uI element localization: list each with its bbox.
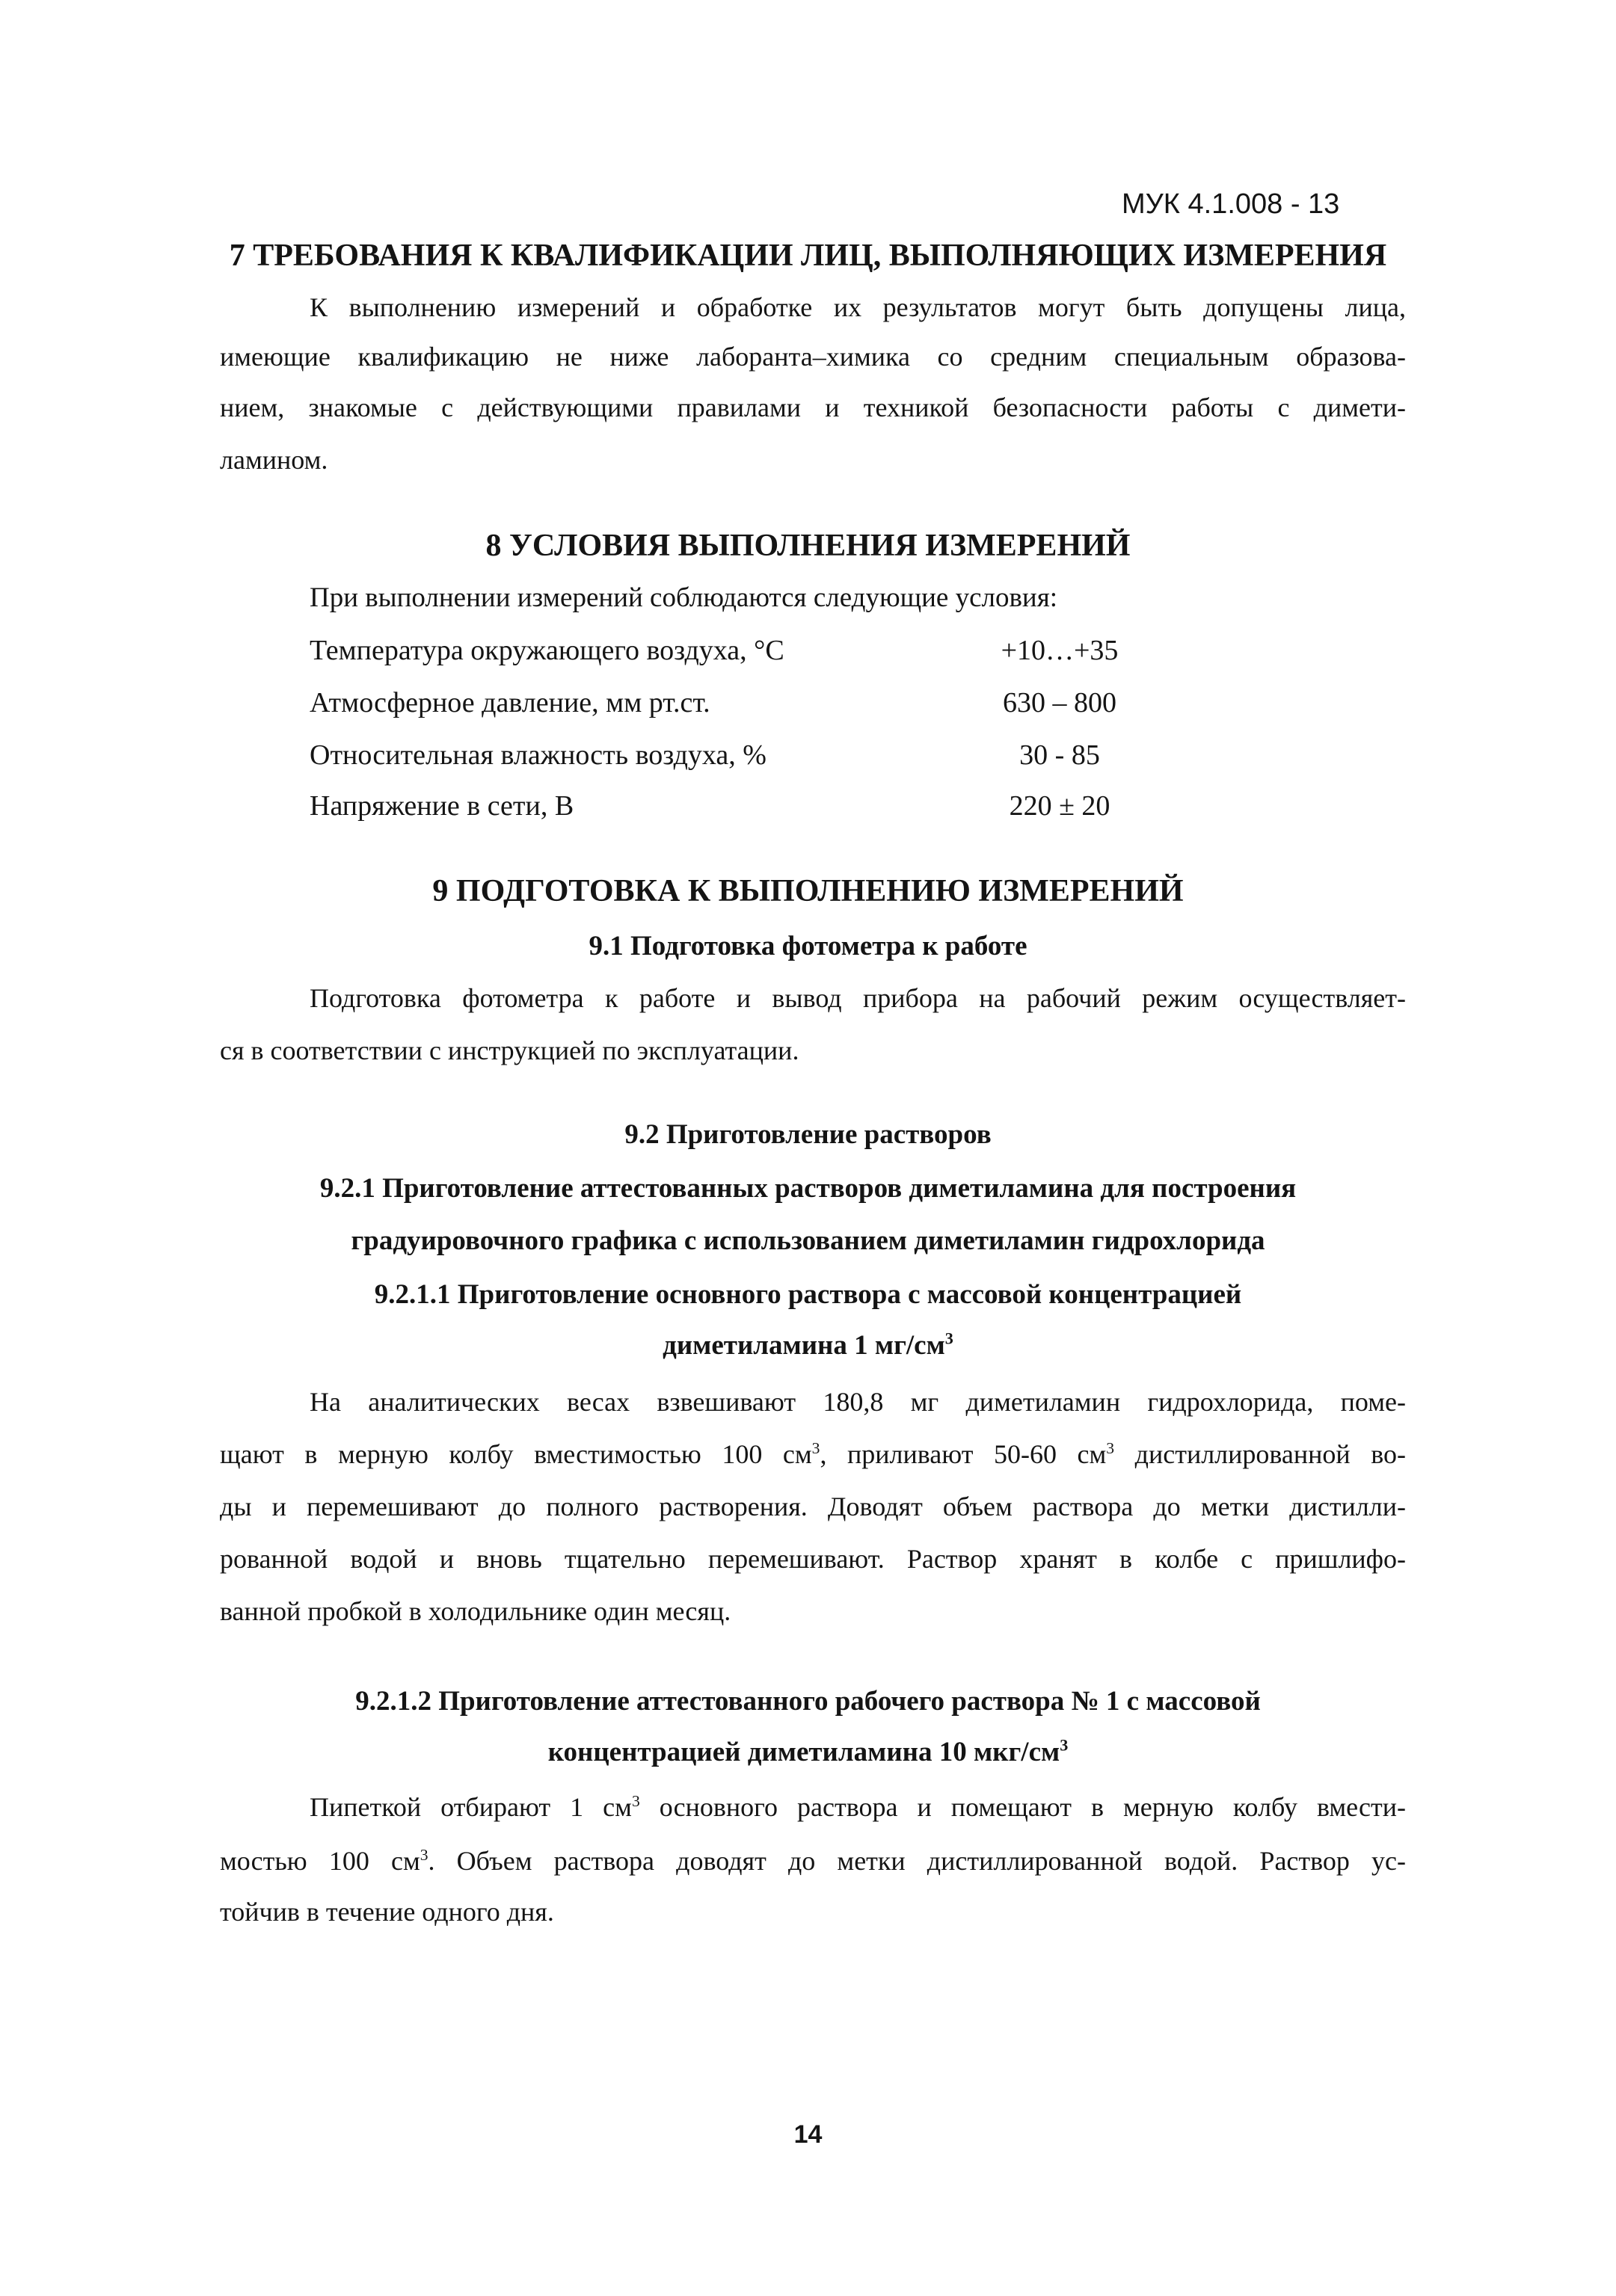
section-9-2-1-1-line-3: ды и перемешивают до полного растворения. Доводят объем раствора до метки дистилли- xyxy=(220,1492,1406,1521)
section-9-2-1-1-line-1: На аналитических весах взвешивают 180,8 мг диметиламин гидрохлорида, поме- xyxy=(310,1387,1406,1417)
section-9-2-1-title-line-2: градуировочного графика с использованием диметиламин гидрохлорида xyxy=(351,1225,1265,1256)
section-9-1-line-1: Подготовка фотометра к работе и вывод прибора на рабочий режим осуществляет- xyxy=(310,983,1406,1013)
condition-humidity-label: Относительная влажность воздуха, % xyxy=(310,739,766,771)
section-8-title: 8 УСЛОВИЯ ВЫПОЛНЕНИЯ ИЗМЕРЕНИЙ xyxy=(485,529,1131,563)
section-7-title: 7 ТРЕБОВАНИЯ К КВАЛИФИКАЦИИ ЛИЦ, ВЫПОЛНЯЮЩИХ ИЗМЕРЕНИЯ xyxy=(229,238,1387,273)
condition-temperature-label: Температура окружающего воздуха, °С xyxy=(310,635,784,666)
section-9-1-title: 9.1 Подготовка фотометра к работе xyxy=(589,931,1027,961)
section-9-2-1-2-line-3: тойчив в течение одного дня. xyxy=(220,1897,554,1927)
section-7-line-2: имеющие квалификацию не ниже лаборанта–химика со средним специальным образова- xyxy=(220,342,1406,372)
section-9-2-1-2-title-line-1: 9.2.1.2 Приготовление аттестованного рабочего раствора № 1 с массовой xyxy=(355,1686,1261,1717)
section-7-line-1: К выполнению измерений и обработке их результатов могут быть допущены лица, xyxy=(310,292,1406,322)
section-9-2-1-2-line-2: мостью 100 $см^3$. Объем раствора доводят до метки дистиллированной водой. Раствор ус- xyxy=(220,1846,1406,1876)
section-9-2-1-title-line-1: 9.2.1 Приготовление аттестованных растворов диметиламина для построения xyxy=(319,1173,1297,1204)
condition-pressure-value: 630 – 800 xyxy=(1003,687,1116,718)
condition-voltage-label: Напряжение в сети, В xyxy=(310,790,574,822)
page-number: 14 xyxy=(793,2120,823,2149)
section-9-2-1-1-title-line-2: диметиламина 1 $мг/см^3$ xyxy=(663,1329,953,1361)
section-9-2-1-1-title-line-1: 9.2.1.1 Приготовление основного раствора с массовой концентрацией xyxy=(374,1279,1242,1310)
section-9-title: 9 ПОДГОТОВКА К ВЫПОЛНЕНИЮ ИЗМЕРЕНИЙ xyxy=(432,874,1184,908)
section-9-2-1-2-line-1: Пипеткой отбирают 1 $см^3$ основного раствора и помещают в мерную колбу вмести- xyxy=(310,1792,1406,1822)
section-9-2-title: 9.2 Приготовление растворов xyxy=(624,1119,992,1150)
document-code-header: МУК 4.1.008 - 13 xyxy=(1122,188,1340,220)
section-7-line-3: нием, знакомые с действующими правилами и техникой безопасности работы с димети- xyxy=(220,393,1406,422)
section-9-2-1-1-line-5: ванной пробкой в холодильнике один месяц. xyxy=(220,1596,731,1626)
condition-humidity-value: 30 - 85 xyxy=(1019,739,1100,771)
condition-voltage-value: 220 ± 20 xyxy=(1009,790,1110,822)
section-7-line-4: ламином. xyxy=(220,445,328,475)
condition-temperature-value: +10…+35 xyxy=(1001,635,1119,666)
condition-pressure-label: Атмосферное давление, мм рт.ст. xyxy=(310,687,710,718)
section-9-2-1-2-title-line-2: концентрацией диметиламина 10 мкг/$см^3$ xyxy=(547,1735,1069,1767)
section-9-2-1-1-line-2: щают в мерную колбу вместимостью 100 $см^3$, приливают 50-60 $см^3$ дистиллированной во- xyxy=(220,1439,1406,1469)
section-9-1-line-2: ся в соответствии с инструкцией по эксплуатации. xyxy=(220,1035,799,1065)
section-9-2-1-1-line-4: рованной водой и вновь тщательно перемешивают. Раствор хранят в колбе с пришлифо- xyxy=(220,1544,1406,1574)
conditions-intro: При выполнении измерений соблюдаются следующие условия: xyxy=(310,582,1058,613)
